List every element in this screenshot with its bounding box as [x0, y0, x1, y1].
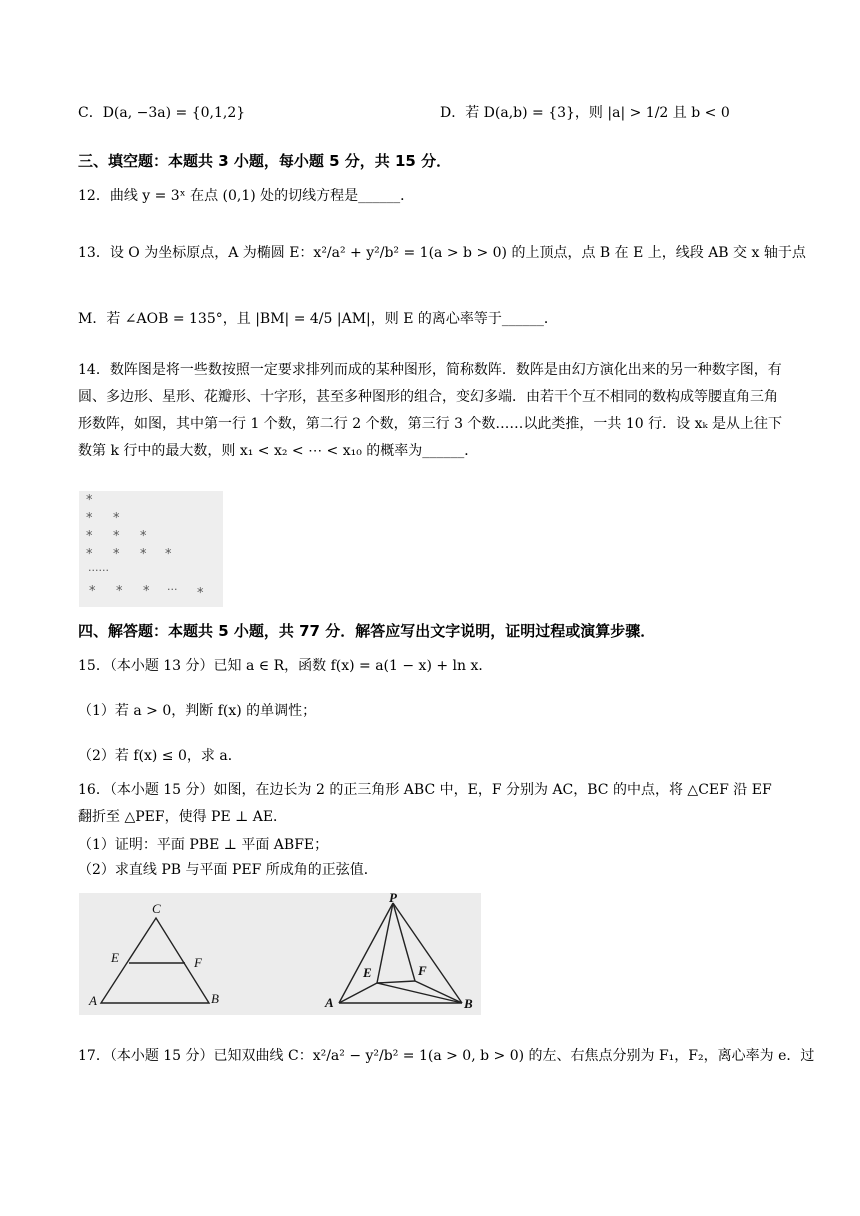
array-dots: ··· [167, 583, 178, 596]
array-star: * [143, 584, 150, 599]
array-star: * [86, 511, 93, 526]
array-star: * [113, 511, 120, 526]
label-a: A [325, 995, 334, 1010]
option-d: D．若 D(a,b) = {3}，则 |a| > 1/2 且 b < 0 [440, 105, 730, 121]
question-15-part-2: （2）若 f(x) ≤ 0，求 a． [78, 748, 242, 764]
number-array-svg [79, 491, 223, 607]
label-p: P [389, 893, 397, 905]
array-star: * [165, 547, 172, 562]
geometry-figure [79, 893, 481, 1015]
option-c: C．D(a, −3a) = {0,1,2} [78, 105, 246, 121]
array-star: * [140, 547, 147, 562]
question-12: 12．曲线 y = 3ˣ 在点 (0,1) 处的切线方程是______． [78, 188, 415, 204]
label-b: B [211, 991, 219, 1006]
array-star: * [86, 529, 93, 544]
array-star: * [113, 547, 120, 562]
number-array-figure [79, 491, 223, 607]
question-16-part-2: （2）求直线 PB 与平面 PEF 所成角的正弦值． [78, 862, 378, 878]
section-3-title: 三、填空题：本题共 3 小题，每小题 5 分，共 15 分． [78, 152, 452, 170]
label-c: C [152, 901, 161, 916]
array-star: * [86, 493, 93, 508]
array-dots: ...... [88, 561, 109, 574]
label-a: A [89, 993, 97, 1008]
array-star: * [116, 584, 123, 599]
question-13-line-2: M．若 ∠AOB = 135°，且 |BM| = 4/5 |AM|，则 E 的离心率等于______． [78, 311, 558, 327]
array-star: * [140, 529, 147, 544]
question-16-stem: 16．（本小题 15 分）如图，在边长为 2 的正三角形 ABC 中，E，F 分别为 AC，BC 的中点，将 △CEF 沿 EF 翻折至 △PEF，使得 PE ⊥ AE． [78, 782, 772, 825]
label-e: E [111, 950, 119, 965]
array-star: * [113, 529, 120, 544]
array-star: * [89, 584, 96, 599]
geometry-svg [79, 893, 481, 1015]
question-14: 14．数阵图是将一些数按照一定要求排列而成的某种图形，简称数阵．数阵是由幻方演化出来的另一种数字图，有圆、多边形、星形、花瓣形、十字形，甚至多种图形的组合，变幻多端．由若干个互不相同的数构成等腰直角三角形数阵，如图，其中第一行 1 个数，第二行 2 个数，第三行 3 个数……以此类推，一共 10 行．设 xₖ 是从上往下数第 k 行中的最大数，则 x₁ < x₂ < ⋯ < x₁₀ 的概率为______． [78, 362, 783, 459]
question-15-stem: 15．（本小题 13 分）已知 a ∈ R，函数 f(x) = a(1 − x) + ln x． [78, 658, 493, 674]
array-star: * [86, 547, 93, 562]
section-4-title: 四、解答题：本题共 5 小题，共 77 分．解答应写出文字说明，证明过程或演算步骤． [78, 622, 656, 640]
label-f: F [194, 955, 202, 970]
question-13-line-1: 13．设 O 为坐标原点，A 为椭圆 E：x²/a² + y²/b² = 1(a > b > 0) 的上顶点，点 B 在 E 上，线段 AB 交 x 轴于点 [78, 245, 806, 261]
question-16-part-1: （1）证明：平面 PBE ⊥ 平面 ABFE； [78, 837, 329, 853]
array-star: * [197, 586, 204, 601]
label-e: E [363, 965, 372, 980]
label-f: F [418, 963, 427, 978]
question-17-stem: 17．（本小题 15 分）已知双曲线 C：x²/a² − y²/b² = 1(a > 0, b > 0) 的左、右焦点分别为 F₁，F₂，离心率为 e．过 [78, 1048, 815, 1064]
label-b: B [464, 996, 473, 1011]
question-15-part-1: （1）若 a > 0，判断 f(x) 的单调性； [78, 703, 317, 719]
